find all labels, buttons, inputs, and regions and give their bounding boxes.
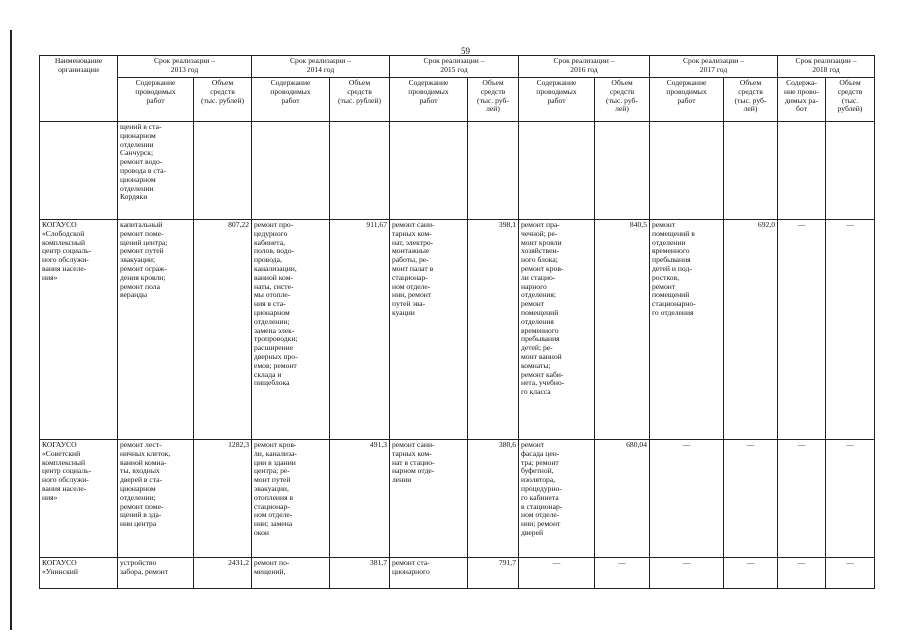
volume-cell: 911,67 (330, 220, 390, 440)
content-cell: ремонт про- цедурного кабинета, полов, водо- провода, канализации, ванной ком- наты, систе- мы отопле- ния в ста- ционарном отделении; замена элек- тропроводки; расширение дверных про- емов; ремонт склада и пищеблока (252, 220, 330, 440)
table-row (40, 122, 875, 220)
content-cell: — (778, 440, 826, 558)
volume-header-2015: Объем средств (тыс. руб- лей) (468, 78, 519, 122)
page-left-border (10, 30, 12, 630)
volume-cell: — (826, 440, 875, 558)
content-cell: ремонт помещений в отделении временного пребывания детей и под- ростков, ремонт помещений стационарно- го отделения (650, 220, 724, 440)
content-header-2014: Содержание проводимых работ (252, 78, 330, 122)
org-cell: КОГАУСО «Советский комплексный центр социаль- ного обслужи- вания населе- ния» (40, 440, 118, 558)
volume-cell: 840,5 (595, 220, 650, 440)
volume-cell: 1282,3 (194, 440, 252, 558)
content-header-2016: Содержание проводимых работ (519, 78, 595, 122)
volume-cell: 2431,2 (194, 558, 252, 589)
content-header-2018: Содержа- ние прово- димых ра- бот (778, 78, 826, 122)
content-cell: ремонт кров- ли, канализа- ции в здании центра; ре- монт путей эвакуации, отопления в стационар- ном отделе- нии; замена окон (252, 440, 330, 558)
volume-cell: — (724, 558, 778, 589)
volume-cell: 381,7 (330, 558, 390, 589)
page-number: 59 (461, 46, 470, 56)
content-cell: — (778, 558, 826, 589)
volume-header-2016: Объем средств (тыс. руб- лей) (595, 78, 650, 122)
content-cell: щений в ста- ционарном отделении Санчурск; ремонт водо- провода в ста- ционарном отделении Кордяки (118, 122, 194, 220)
repair-works-table (39, 55, 875, 589)
content-cell: ремонт пра- чечной; ре- монт кровли хозяйствен- ного блока; ремонт кров- ли стацио- нарного отделения; ремонт помещений отделения временного пребывания детей; ре- монт ванной комнаты; ремонт каби- нета, учебно- го класса (519, 220, 595, 440)
content-header-2015: Содержание проводимых работ (390, 78, 468, 122)
volume-cell: — (595, 558, 650, 589)
volume-cell: 692,0 (724, 220, 778, 440)
content-cell (519, 122, 595, 220)
year-2017-header: Срок реализации – 2017 год (650, 56, 778, 78)
year-2014-header: Срок реализации – 2014 год (252, 56, 390, 78)
org-cell: КОГАУСО «Унинский (40, 558, 118, 589)
year-2016-header: Срок реализации – 2016 год (519, 56, 650, 78)
volume-cell (595, 122, 650, 220)
content-cell: устройство забора, ремонт (118, 558, 194, 589)
volume-header-2013: Объем средств (тыс. рублей) (194, 78, 252, 122)
volume-cell (194, 122, 252, 220)
content-cell: — (778, 220, 826, 440)
volume-cell: 680,04 (595, 440, 650, 558)
volume-cell (468, 122, 519, 220)
content-cell: ремонт фасада цен- тра; ремонт буфетной, изолятора, процедурно- го кабинета в стационар- ном отделе- нии; ремонт дверей (519, 440, 595, 558)
content-cell (778, 122, 826, 220)
year-2013-header: Срок реализации – 2013 год (118, 56, 252, 78)
content-cell: капитальный ремонт поме- щений центра; ремонт путей эвакуации; ремонт ограж- дения кровли; ремонт пола веранды (118, 220, 194, 440)
content-cell (252, 122, 330, 220)
table-row (40, 440, 875, 558)
content-cell (650, 122, 724, 220)
volume-cell: 398,1 (468, 220, 519, 440)
content-cell: ремонт ста- ционарного (390, 558, 468, 589)
volume-cell: — (826, 220, 875, 440)
content-cell: ремонт лест- ничных клеток, ванной комна- ты, входных дверей в ста- ционарном отделении; ремонт поме- щений в зда- нии центра (118, 440, 194, 558)
content-cell: ремонт сани- тарных ком- нат, электро- монтажные работы, ре- монт палат в стационар- ном отделе- нии, ремонт путей эва- куации (390, 220, 468, 440)
volume-header-2017: Объем средств (тыс. руб- лей) (724, 78, 778, 122)
volume-cell: — (826, 558, 875, 589)
content-cell (390, 122, 468, 220)
year-2018-header: Срок реализации – 2018 год (778, 56, 875, 78)
year-2015-header: Срок реализации – 2015 год (390, 56, 519, 78)
table-row (40, 220, 875, 440)
content-cell: ремонт по- мещений, (252, 558, 330, 589)
volume-cell (826, 122, 875, 220)
volume-cell (330, 122, 390, 220)
org-column-header: Наименование организации (40, 56, 118, 122)
content-cell: — (519, 558, 595, 589)
org-cell (40, 122, 118, 220)
volume-cell: 791,7 (468, 558, 519, 589)
content-header-2013: Содержание проводимых работ (118, 78, 194, 122)
volume-cell: — (724, 440, 778, 558)
content-cell: — (650, 558, 724, 589)
volume-header-2018: Объем средств (тыс. рублей) (826, 78, 875, 122)
volume-cell: 807,22 (194, 220, 252, 440)
content-header-2017: Содержание проводимых работ (650, 78, 724, 122)
table-row (40, 558, 875, 589)
volume-cell: 491,3 (330, 440, 390, 558)
org-cell: КОГАУСО «Слободской комплексный центр социаль- ного обслужи- вания населе- ния» (40, 220, 118, 440)
content-cell: ремонт сани- тарных ком- нат в стацио- нарном отде- лении (390, 440, 468, 558)
volume-cell: 380,6 (468, 440, 519, 558)
volume-cell (724, 122, 778, 220)
volume-header-2014: Объем средств (тыс. рублей) (330, 78, 390, 122)
content-cell: — (650, 440, 724, 558)
